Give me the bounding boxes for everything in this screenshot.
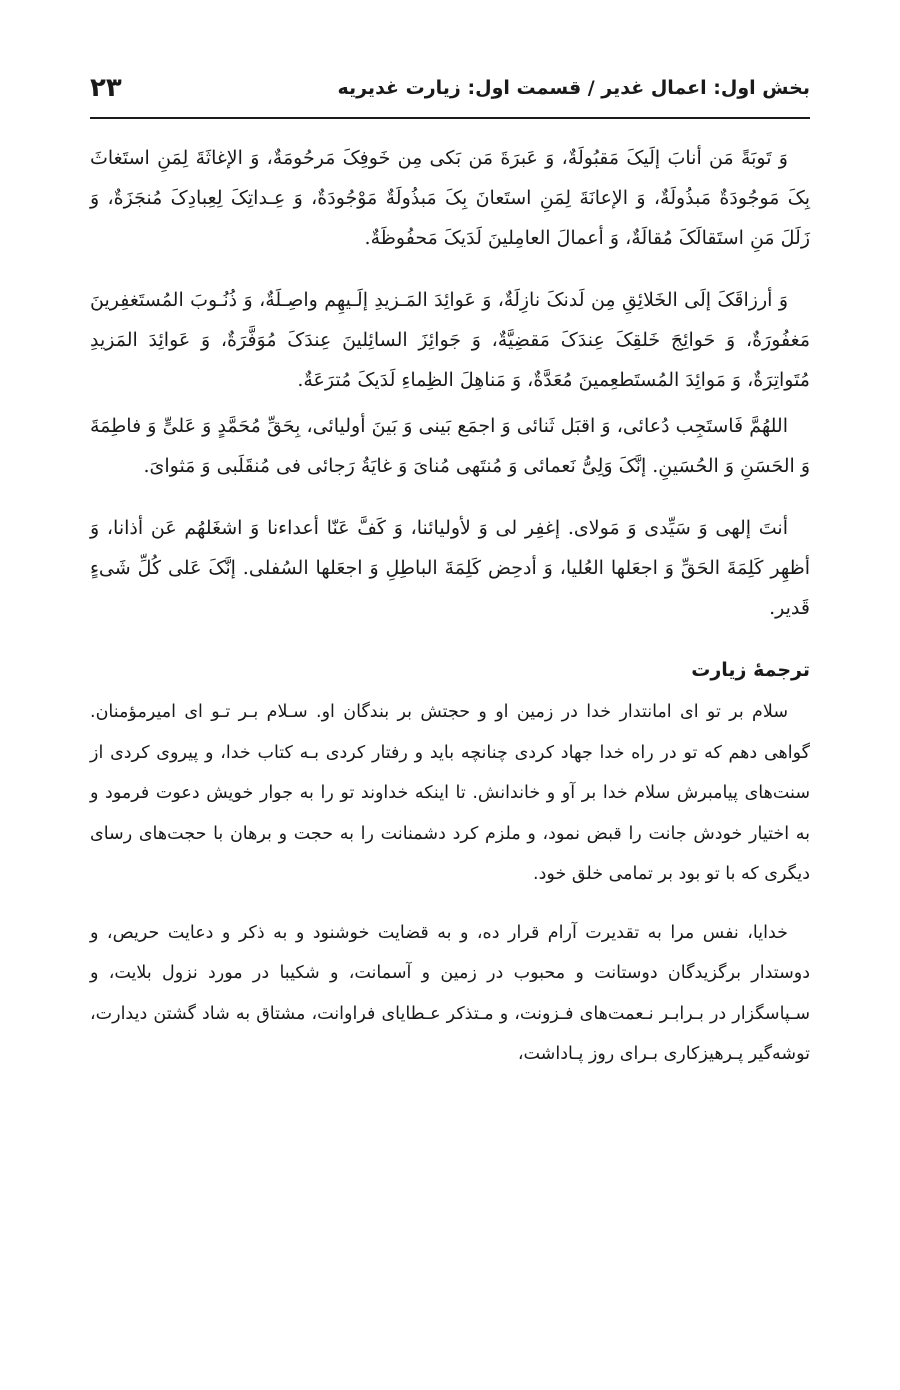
header-rule [90,117,810,119]
running-title: بخش اول: اعمال غدیر / قسمت اول: زیارت غدیریه [337,77,810,99]
page-header [90,68,810,108]
page-body [90,138,810,1093]
persian-paragraph-2: خدایا، نفس مرا به تقدیرت آرام قرار ده، و به قضایت خوشنود و به ذکر و دعایت حریص، و دوستدار برگزیدگان دوستانت و محبوب در زمین و آسمانت، و شکیبا در مورد نزول بلایت، و سـپاسگزار در بـرابـر نـعمت‌های فـزونت، و مـتذکر عـطایای فراوانت، مشتاق به شاد گشتن دیدارت، توشه‌گیر پـرهیزکاری بـرای روز پـاداشت، [90,922,810,1064]
persian-paragraph-1: سلام بر تو ای امانتدار خدا در زمین او و حجتش بر بندگان او. سـلام بـر تـو ای امیرمؤمنان. گواهی دهم که تو در راه خدا جهاد کردی چنانچه باید و رفتار کردی بـه کتاب خدا، و پیروی کردی از سنت‌های پیامبرش سلام خدا بر آو و خاندانش. تا اینکه خداوند تو را به جوار خویش دعوت فرمود و به اختیار خودش جانت را قبض نمود، و ملزم کرد دشمنانت را به حجت و برهان با حجت‌های رسای دیگری که با تو بود بر تمامی خلق خود. [90,702,810,884]
arabic-paragraph-2: وَ أرزاقَکَ إلَی الخَلائِقِ مِن لَدنکَ نازِلَةٌ، وَ عَوائِدَ المَـزیدِ إلَـیهِم واصِـلَةٌ، وَ ذُنُـوبَ المُستَغفِرینَ مَغفُورَةٌ، وَ حَوائِجَ خَلقِکَ عِندَکَ مَقضِیَّةٌ، وَ جَوائِزَ السائِلینَ عِندَکَ مُوَفَّرَةٌ، وَ عَوائِدَ المَزیدِ مُتَواتِرَةٌ، وَ مَوائِدَ المُستَطعِمینَ مُعَدَّةٌ، وَ مَناهِلَ الظِماءِ لَدَیکَ مُترَعَةٌ. [90,289,810,391]
arabic-paragraph-3: اللهُمَّ فَاستَجِب دُعائی، وَ اقبَل ثَنائی وَ اجمَع بَینی وَ بَینَ أولیائی، بِحَقِّ مُحَمَّدٍ وَ عَلیٍّ وَ فاطِمَةَ وَ الحَسَنِ وَ الحُسَینِ. إنَّکَ وَلِیُّ نَعمائی وَ مُنتَهی مُنایَ وَ غایَةُ رَجائی فی مُنقَلَبی وَ مَثوایَ. [90,415,810,477]
arabic-paragraph-1: وَ تَوبَةً مَن أنابَ إلَیکَ مَقبُولَةٌ، وَ عَبرَةَ مَن بَکی مِن خَوفِکَ مَرحُومَةٌ، وَ الإغاثَةَ لِمَنِ استَغاثَ بِکَ مَوجُودَةٌ مَبذُولَةٌ، وَ الإعانَةَ لِمَنِ استَعانَ بِکَ مَبذُولَةٌ مَوْجُودَةٌ، وَ عِـداتِکَ لِعِبادِکَ مُنجَزَةٌ، وَ زَلَلَ مَنِ استَقالَکَ مُقالَةٌ، وَ أعمالَ العامِلینَ لَدَیکَ مَحفُوظَةٌ. [90,147,810,249]
section-heading: ترجمۀ زیارت [691,659,810,681]
page-number: ۲۳ [90,73,122,103]
book-page [90,0,810,1390]
arabic-paragraph-4: أنتَ إلهی وَ سَیِّدی وَ مَولای. إغفِر لی وَ لأولیائنا، وَ کَفَّ عَنّا أعداءنا وَ اشغَلهُم عَن أذانا، وَ أظهِر کَلِمَةَ الحَقِّ وَ اجعَلها العُلیا، وَ أدحِض کَلِمَةَ الباطِلِ وَ اجعَلها السُفلی. إنَّکَ عَلی کُلِّ شَیءٍ قَدیر. [90,517,810,619]
